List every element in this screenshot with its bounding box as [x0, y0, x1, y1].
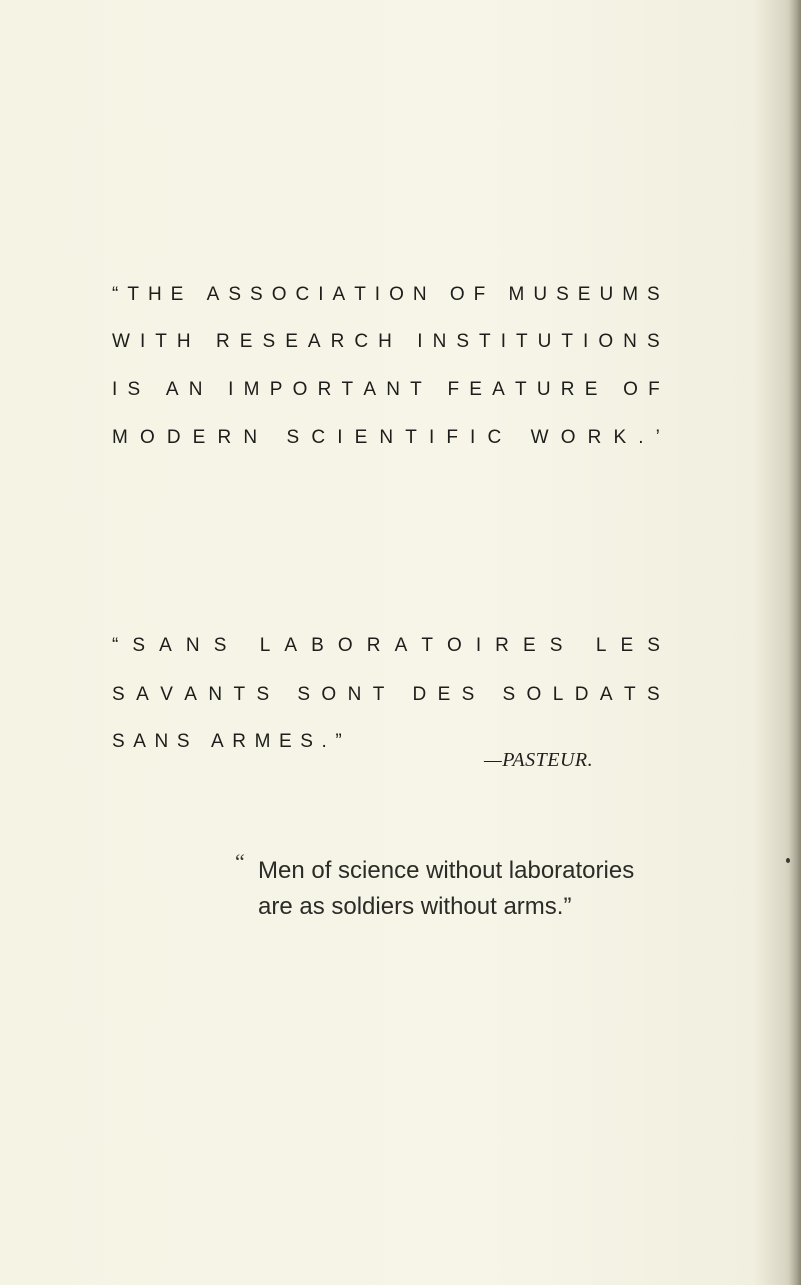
quote-attribution: —PASTEUR.: [484, 749, 594, 771]
quote-fr-line-1: “ S A N S L A B O R A T O I R E S L E S: [112, 635, 660, 656]
english-translation: [235, 849, 635, 925]
quote-en-line-3: I S A N I M P O R T A N T F E A T U R E O F: [112, 379, 660, 400]
translation-line-2: are as soldiers without arms.”: [258, 893, 572, 920]
translation-line-1: Men of science without laboratories: [258, 857, 635, 884]
quote-en-line-2: W I T H R E S E A R C H I N S T I T U T I O N S: [112, 331, 660, 352]
quote-en-line-4: M O D E R N S C I E N T I F I C W O R K . ’: [112, 427, 660, 448]
paper-speck: [786, 858, 790, 863]
quote-en-line-1: “ T H E A S S O C I A T I O N O F M U S E U M S: [112, 284, 660, 305]
quote-fr-line-2: S A V A N T S S O N T D E S S O L D A T S: [112, 684, 660, 705]
translation-open-quote: “: [235, 849, 245, 874]
quote-fr-line-3: SANS ARMES.”: [112, 731, 351, 752]
page-edge-shadow: [789, 0, 801, 1285]
